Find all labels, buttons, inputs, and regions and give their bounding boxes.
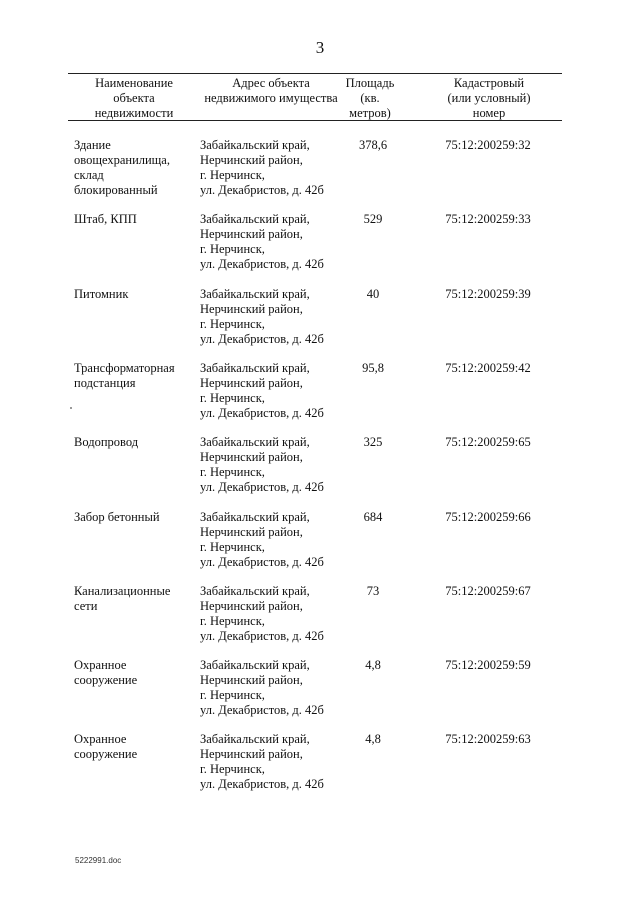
object-name: Трансформаторная подстанция xyxy=(74,360,175,390)
table-row xyxy=(68,658,562,718)
object-name: Штаб, КПП xyxy=(74,212,137,227)
object-address-cell xyxy=(196,287,344,347)
address-line: Нерчинский район, xyxy=(200,598,303,613)
property-table xyxy=(68,73,562,792)
object-name: Забор бетонный xyxy=(74,509,160,524)
cadastral-number: 75:12:200259:67 xyxy=(445,583,531,598)
address-line: Забайкальский край, xyxy=(200,732,310,747)
address-line: г. Нерчинск, xyxy=(200,390,265,405)
object-area: 4,8 xyxy=(365,658,381,673)
address-line: г. Нерчинск, xyxy=(200,762,265,777)
header-address: Адрес объекта недвижимого имущества xyxy=(204,76,338,105)
object-name-cell xyxy=(68,287,196,347)
object-address-cell xyxy=(196,658,344,718)
address-line: ул. Декабристов, д. 42б xyxy=(200,480,324,495)
cadastral-number: 75:12:200259:63 xyxy=(445,732,531,747)
address-line: Забайкальский край, xyxy=(200,212,310,227)
table-row xyxy=(68,584,562,644)
object-area: 529 xyxy=(363,212,383,227)
address-line: Забайкальский край, xyxy=(200,658,310,673)
table-row xyxy=(68,287,562,347)
address-line: Нерчинский район, xyxy=(200,747,303,762)
object-name-cell xyxy=(68,138,196,198)
address-line: Нерчинский район, xyxy=(200,524,303,539)
table-row xyxy=(68,138,562,198)
address-line: ул. Декабристов, д. 42б xyxy=(200,183,324,197)
page-number: 3 xyxy=(315,38,325,57)
header-name: Наименование объекта недвижимости xyxy=(94,76,174,120)
object-name: Водопровод xyxy=(74,435,139,450)
object-area: 40 xyxy=(366,286,380,301)
address-line: г. Нерчинск, xyxy=(200,465,265,480)
object-address-cell xyxy=(196,212,344,272)
address-line: ул. Декабристов, д. 42б xyxy=(200,257,324,272)
address-line: Нерчинский район, xyxy=(200,450,303,465)
table-header-row xyxy=(68,74,562,120)
address-line: ул. Декабристов, д. 42б xyxy=(200,554,324,569)
object-address-cell xyxy=(196,584,344,644)
cadastral-number: 75:12:200259:39 xyxy=(445,286,531,301)
object-name-cell xyxy=(68,435,196,495)
address-line: Нерчинский район, xyxy=(200,153,303,167)
cadastral-number: 75:12:200259:42 xyxy=(445,360,531,375)
address-line: Забайкальский край, xyxy=(200,435,310,450)
object-area: 95,8 xyxy=(362,360,384,375)
cadastral-number: 75:12:200259:32 xyxy=(445,138,531,152)
address-line: ул. Декабристов, д. 42б xyxy=(200,777,324,792)
address-line: г. Нерчинск, xyxy=(200,242,265,257)
address-line: ул. Декабристов, д. 42б xyxy=(200,628,324,643)
address-line: Забайкальский край, xyxy=(200,138,310,152)
object-area: 4,8 xyxy=(365,732,381,747)
address-line: Нерчинский район, xyxy=(200,375,303,390)
address-line: ул. Декабристов, д. 42б xyxy=(200,703,324,718)
object-area: 684 xyxy=(363,509,383,524)
object-name: Здание овощехранилища, склад блокированный xyxy=(74,138,170,197)
header-cadastral: Кадастровый (или условный) номер xyxy=(447,76,531,120)
address-line: Забайкальский край, xyxy=(200,360,310,375)
object-name-cell xyxy=(68,361,196,421)
address-line: г. Нерчинск, xyxy=(200,539,265,554)
address-line: г. Нерчинск, xyxy=(200,688,265,703)
header-area: Площадь (кв. метров) xyxy=(345,76,395,120)
address-line: ул. Декабристов, д. 42б xyxy=(200,331,324,346)
object-name-cell xyxy=(68,510,196,570)
object-name: Питомник xyxy=(74,286,129,301)
address-line: г. Нерчинск, xyxy=(200,613,265,628)
cadastral-number: 75:12:200259:59 xyxy=(445,658,531,673)
object-name: Охранное сооружение xyxy=(74,732,138,762)
address-line: Нерчинский район, xyxy=(200,227,303,242)
cadastral-number: 75:12:200259:65 xyxy=(445,435,531,450)
address-line: Забайкальский край, xyxy=(200,286,310,301)
address-line: Нерчинский район, xyxy=(200,673,303,688)
object-area: 378,6 xyxy=(358,138,388,152)
table-row xyxy=(68,435,562,495)
object-address-cell xyxy=(196,361,344,421)
object-name-cell xyxy=(68,212,196,272)
table-row xyxy=(68,212,562,272)
address-line: Забайкальский край, xyxy=(200,509,310,524)
object-address-cell xyxy=(196,732,344,792)
object-name: Охранное сооружение xyxy=(74,658,138,688)
table-row xyxy=(68,510,562,570)
object-name-cell xyxy=(68,584,196,644)
address-line: г. Нерчинск, xyxy=(200,316,265,331)
address-line: Нерчинский район, xyxy=(200,301,303,316)
document-footer-code: 5222991.doc xyxy=(75,856,122,865)
table-row xyxy=(68,732,562,792)
table-row xyxy=(68,361,562,421)
object-name-cell xyxy=(68,658,196,718)
cadastral-number: 75:12:200259:33 xyxy=(445,212,531,227)
address-line: ул. Декабристов, д. 42б xyxy=(200,405,324,420)
object-name-cell xyxy=(68,732,196,792)
object-name: Канализационные сети xyxy=(74,583,171,613)
cadastral-number: 75:12:200259:66 xyxy=(445,509,531,524)
address-line: г. Нерчинск, xyxy=(200,168,265,182)
scan-mark xyxy=(70,407,72,409)
object-address-cell xyxy=(196,138,344,198)
address-line: Забайкальский край, xyxy=(200,583,310,598)
object-area: 325 xyxy=(363,435,383,450)
object-address-cell xyxy=(196,435,344,495)
object-area: 73 xyxy=(366,583,380,598)
object-address-cell xyxy=(196,510,344,570)
